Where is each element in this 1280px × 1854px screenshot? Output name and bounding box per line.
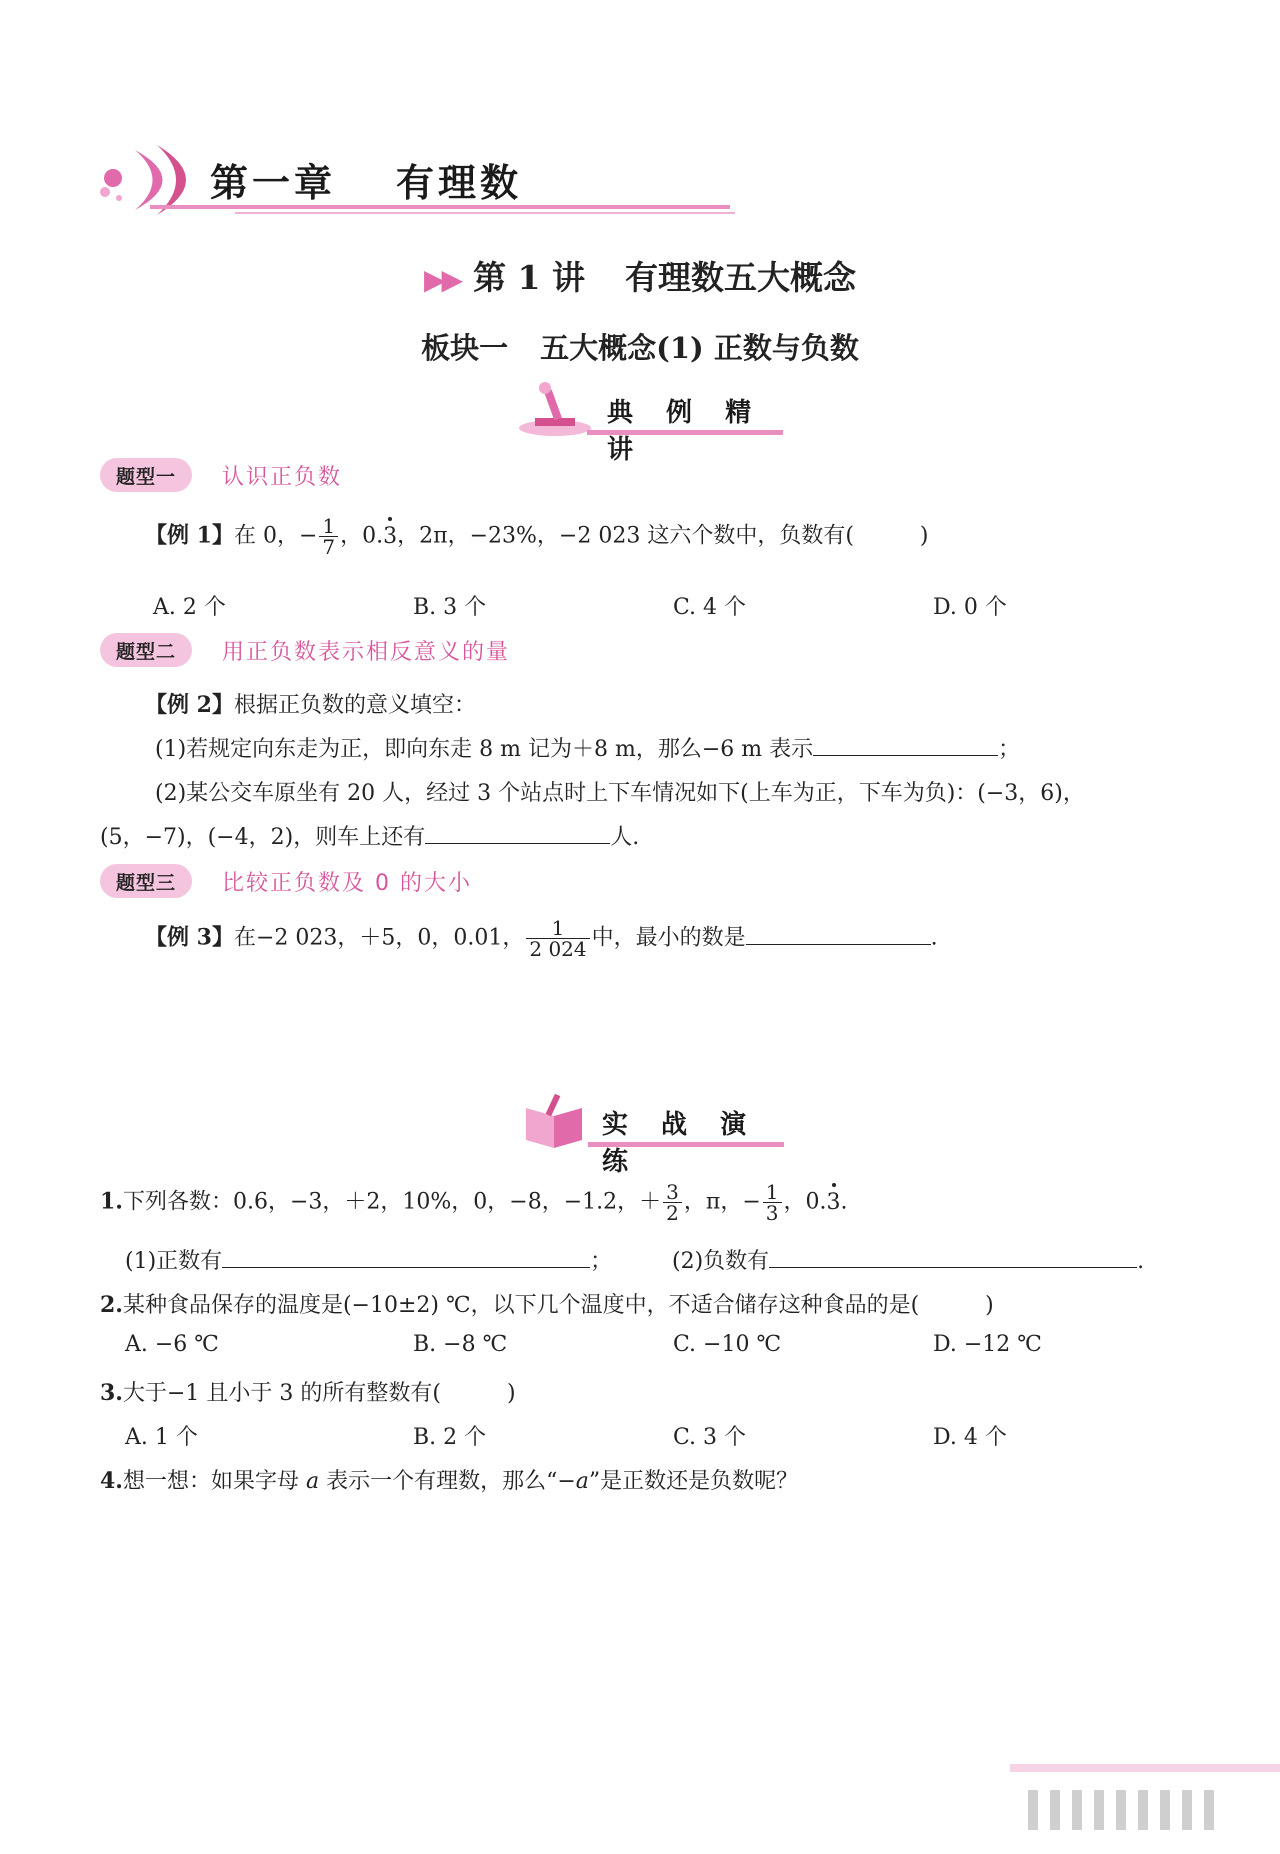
chapter-label: 第一章 [210,160,337,205]
option-b: B. 3 个 [413,595,487,620]
option-b: B. 2 个 [413,1425,487,1450]
sub-question: (1)正数有 [125,1249,223,1274]
lecture-title [0,252,1280,299]
example-label: 【例 1】 [145,522,234,549]
example-text: . [930,925,938,951]
problem-3 [100,1376,516,1407]
answer-blank[interactable] [222,1247,590,1268]
example-text: 在−2 023，＋5，0，0.01， [233,925,525,951]
fraction [526,918,589,959]
problem-1-sub1 [125,1244,612,1275]
problem-text: 下列各数：0.6，−3，＋2，10%，0，−8，−1.2，＋ [122,1189,662,1215]
block-heading [0,326,1280,367]
problem-text: 表示一个有理数，那么“− [319,1469,576,1494]
question-text: (5，−7)，(−4，2)，则车上还有 [100,825,426,850]
sub-question: . [1137,1249,1145,1274]
question-text: 人. [610,825,640,850]
problem-number: 2. [100,1292,123,1318]
problem-text: 大于−1 且小于 3 的所有整数有( ) [122,1381,516,1406]
option-c: C. −10 ℃ [673,1332,782,1357]
example-3 [145,918,938,959]
fraction-numerator: 1 [551,916,565,940]
microscope-icon [515,378,593,440]
example-1 [145,516,929,557]
option-a: A. −6 ℃ [125,1332,219,1357]
example-2-q1 [155,732,1020,763]
variable: a [305,1469,320,1494]
lecture-name: 有理数五大概念 [625,258,857,297]
option-c: C. 4 个 [673,595,747,620]
double-arrow-icon: ▶▶ [423,263,460,296]
example-text: 在 0，− [233,523,318,549]
block-title: 五大概念(1) 正数与负数 [540,331,859,365]
example-2-q2-cont [100,820,639,851]
fraction [763,1182,782,1223]
problem-2 [100,1288,994,1319]
type-title-3: 比较正负数及 0 的大小 [222,871,472,896]
example-text: 根据正负数的意义填空： [233,693,476,718]
book-icon [522,1090,588,1152]
problem-text: 想一想：如果字母 [122,1469,306,1494]
problem-text: ，0. [783,1189,827,1215]
option-a: A. 1 个 [125,1425,198,1450]
type-title-1: 认识正负数 [222,465,343,490]
option-b: B. −8 ℃ [413,1332,508,1357]
type-tag-1: 题型一 [100,458,192,492]
chapter-title [210,152,582,207]
chapter-underline [150,205,730,209]
problem-1 [100,1182,848,1223]
section-underline [588,1142,784,1147]
example-text: ，0. [340,523,384,549]
section-banner-examples [515,378,785,465]
fraction-numerator: 3 [666,1180,679,1204]
type-tag-2: 题型二 [100,633,192,667]
question-text: (1)若规定向东走为正，即向东走 8 m 记为＋8 m，那么−6 m 表示 [155,737,814,762]
fraction [319,516,338,557]
problem-1-sub2 [672,1244,1144,1275]
fraction [663,1182,682,1223]
problem-text: . [840,1189,848,1215]
type-tag-3: 题型三 [100,864,192,898]
sub-question: (2)负数有 [672,1249,770,1274]
answer-blank[interactable] [813,735,998,756]
repeating-digit: 3 [383,523,398,549]
example-text: 中，最小的数是 [591,925,746,951]
option-d: D. 0 个 [933,595,1007,620]
example-2-q2: (2)某公交车原坐有 20 人，经过 3 个站点时上下车情况如下(上车为正，下车为负)：(−3，6)， [155,781,1085,806]
type-title-2: 用正负数表示相反意义的量 [222,640,511,665]
fraction-denominator: 3 [763,1202,782,1223]
block-part: 板块一 [421,331,509,365]
repeating-digit: 3 [826,1189,841,1215]
fraction-denominator: 2 024 [526,938,589,959]
chapter-name: 有理数 [396,160,523,205]
option-d: D. −12 ℃ [933,1332,1042,1357]
section-label-practice: 实 战 演 练 [602,1110,759,1177]
fraction-denominator: 7 [319,536,338,557]
fraction-denominator: 2 [663,1202,682,1223]
problem-text: 某种食品保存的温度是(−10±2) ℃，以下几个温度中，不适合储存这种食品的是( ) [122,1293,994,1318]
example-label: 【例 3】 [145,924,234,951]
section-underline [587,430,783,435]
section-banner-practice [522,1090,792,1177]
corner-decoration [1010,1750,1280,1854]
example-text: ，2π，−23%，−2 023 这六个数中，负数有( ) [397,523,929,549]
option-a: A. 2 个 [153,595,226,620]
example-label: 【例 2】 [145,692,234,718]
answer-blank[interactable] [746,924,931,945]
question-text: ； [998,737,1021,762]
fraction-numerator: 1 [765,1180,779,1204]
answer-blank[interactable] [425,823,610,844]
problem-number: 1. [100,1188,123,1215]
fraction-numerator: 1 [322,514,336,538]
chapter-underline-thin [235,212,735,214]
answer-blank[interactable] [769,1247,1137,1268]
section-label-examples: 典 例 精 讲 [607,398,764,465]
problem-text: ”是正数还是负数呢？ [588,1469,799,1494]
option-c: C. 3 个 [673,1425,747,1450]
example-2-intro [145,688,476,719]
problem-number: 4. [100,1468,123,1494]
lecture-number: 第 1 讲 [473,258,586,297]
problem-text: ，π，− [683,1189,761,1215]
problem-4 [100,1464,798,1495]
sub-question: ； [590,1249,613,1274]
option-d: D. 4 个 [933,1425,1007,1450]
problem-number: 3. [100,1380,123,1406]
variable: a [575,1469,589,1494]
